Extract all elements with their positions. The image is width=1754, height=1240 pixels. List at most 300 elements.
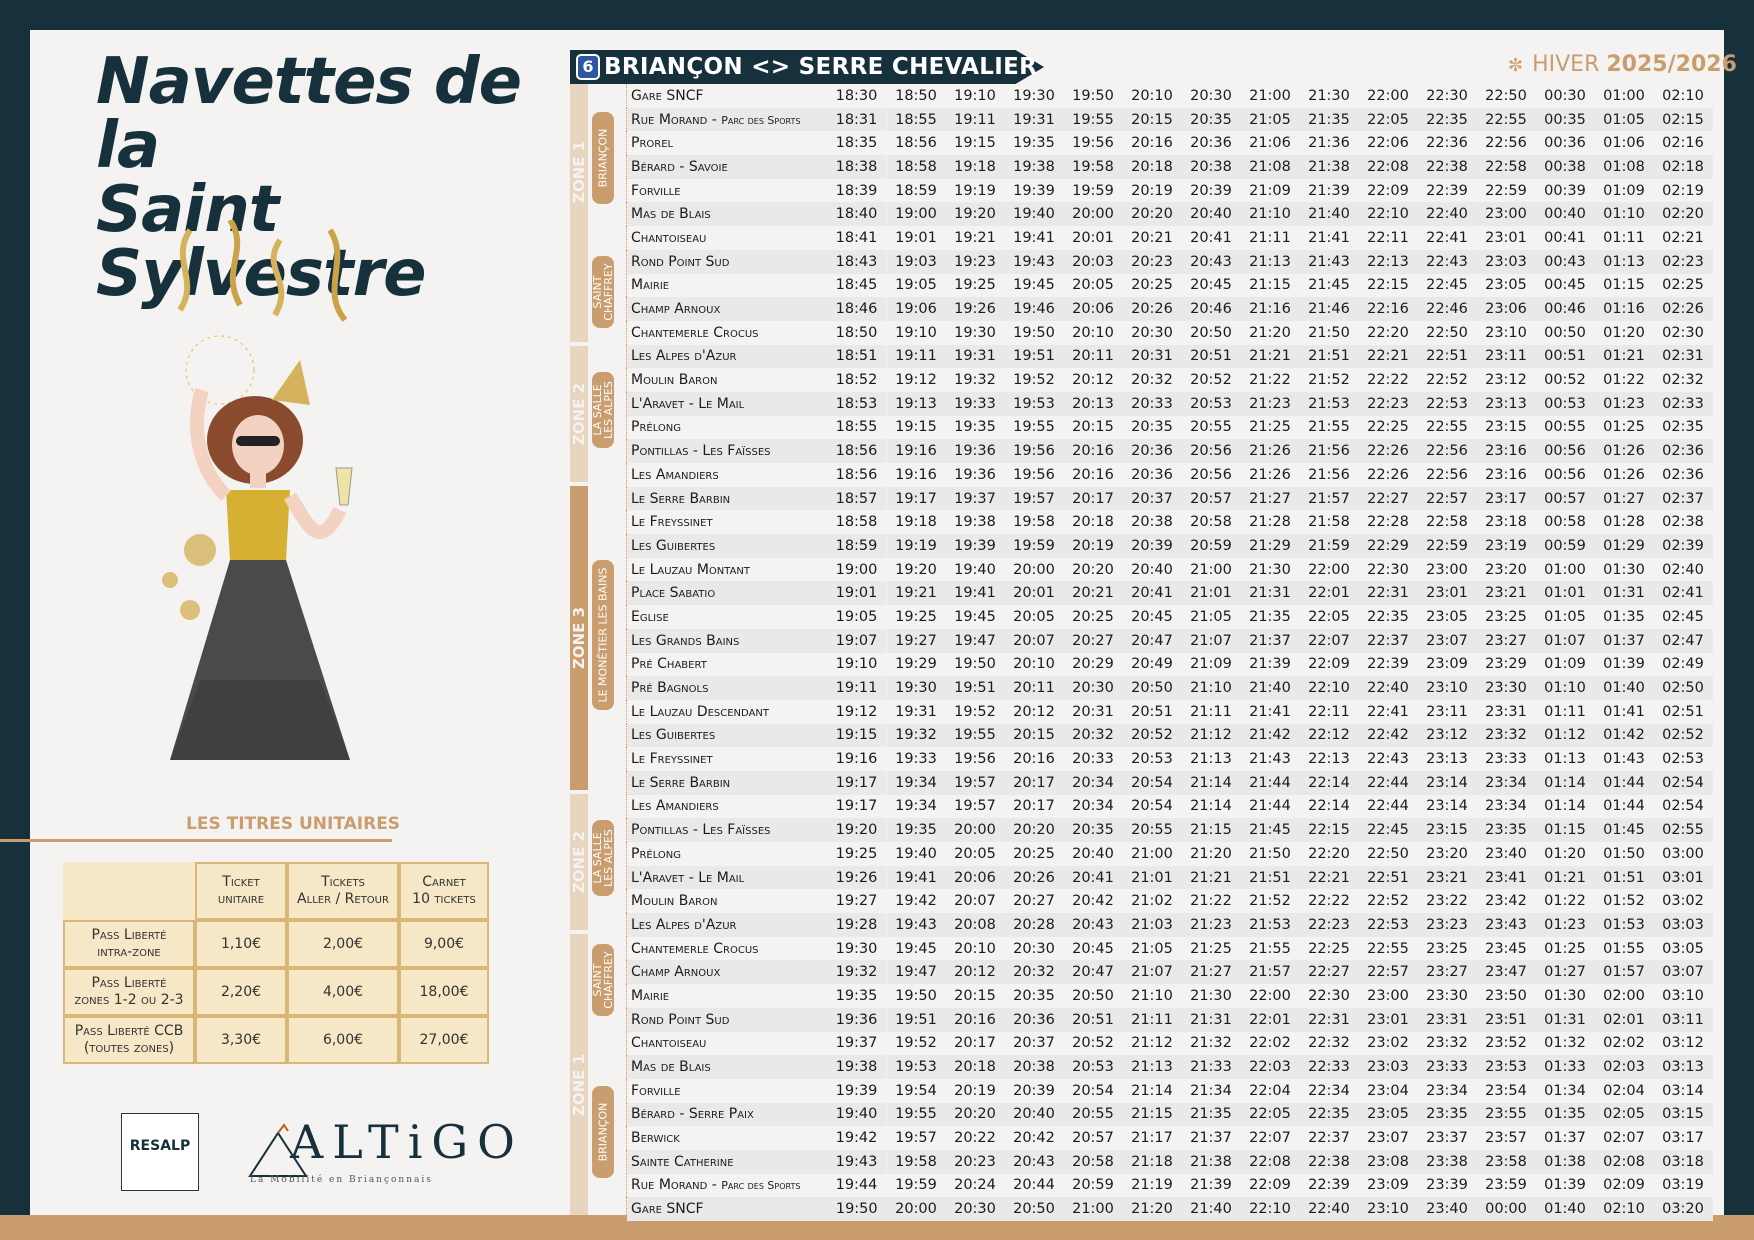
departure-time: 22:30: [1367, 561, 1409, 578]
departure-time: 22:32: [1308, 1035, 1350, 1052]
departure-time: 03:02: [1662, 893, 1704, 910]
departure-time: 22:40: [1359, 676, 1418, 700]
stop-name: Moulin Baron: [627, 368, 828, 392]
departure-time: 19:51: [946, 676, 1005, 700]
departure-time: 20:36: [1131, 466, 1173, 483]
departure-time: 23:21: [1418, 866, 1477, 890]
stop-name: Le Lauzau Descendant: [627, 700, 828, 724]
departure-time: 20:50: [1190, 324, 1232, 341]
timetable-row: [627, 795, 1713, 819]
departure-time: 21:00: [1190, 561, 1232, 578]
departure-time: 23:42: [1485, 893, 1527, 910]
timetable-row: [627, 510, 1713, 534]
departure-time: 03:13: [1654, 1055, 1713, 1079]
departure-time: 21:37: [1241, 629, 1300, 653]
departure-time: 00:40: [1536, 202, 1595, 226]
departure-time: 22:29: [1359, 534, 1418, 558]
departure-time: 21:20: [1190, 845, 1232, 862]
departure-time: 23:14: [1426, 798, 1468, 815]
departure-time: 20:32: [1064, 724, 1123, 748]
departure-time: 00:50: [1544, 324, 1586, 341]
departure-time: 02:54: [1662, 798, 1704, 815]
altigo-tagline: La Mobilité en Briançonnais: [250, 1175, 433, 1185]
departure-time: 19:58: [1013, 514, 1055, 531]
departure-time: 20:54: [1123, 771, 1182, 795]
departure-time: 18:57: [827, 487, 887, 511]
departure-time: 21:52: [1249, 893, 1291, 910]
departure-time: 20:51: [1064, 1008, 1123, 1032]
departure-time: 20:06: [1064, 297, 1123, 321]
departure-time: 19:57: [895, 1130, 937, 1147]
departure-time: 22:21: [1359, 345, 1418, 369]
departure-time: 20:41: [1190, 229, 1232, 246]
departure-time: 20:53: [1064, 1055, 1123, 1079]
departure-time: 21:15: [1182, 818, 1241, 842]
departure-time: 20:52: [1123, 724, 1182, 748]
departure-time: 21:13: [1190, 751, 1232, 768]
timetable-row: [627, 984, 1713, 1008]
departure-time: 20:39: [1123, 534, 1182, 558]
fare-value: 4,00€: [287, 968, 399, 1016]
departure-time: 19:42: [895, 893, 937, 910]
departure-time: 01:28: [1603, 514, 1645, 531]
departure-time: 23:58: [1477, 1150, 1536, 1174]
departure-time: 22:43: [1418, 250, 1477, 274]
departure-time: 18:55: [835, 419, 878, 436]
departure-time: 21:10: [1182, 676, 1241, 700]
departure-time: 21:10: [1131, 987, 1173, 1004]
departure-time: 22:09: [1308, 656, 1350, 673]
departure-time: 20:50: [1005, 1197, 1064, 1221]
timetable-row: [627, 605, 1713, 629]
title-line-1: Navettes de la: [96, 45, 522, 183]
departure-time: 21:30: [1308, 87, 1350, 104]
stop-name: Pré Bagnols: [627, 676, 828, 700]
departure-time: 02:20: [1654, 202, 1713, 226]
departure-time: 19:50: [954, 656, 996, 673]
stop-name: Les Guibertes: [627, 534, 828, 558]
departure-time: 02:07: [1603, 1130, 1645, 1147]
departure-time: 02:55: [1654, 818, 1713, 842]
timetable-row: [627, 1103, 1713, 1127]
departure-time: 01:21: [1595, 345, 1654, 369]
departure-time: 23:19: [1477, 534, 1536, 558]
departure-time: 01:11: [1544, 703, 1586, 720]
departure-time: 01:44: [1595, 771, 1654, 795]
departure-time: 23:32: [1426, 1035, 1468, 1052]
altigo-logo: [248, 1113, 524, 1193]
departure-time: 19:35: [887, 818, 946, 842]
departure-time: 20:40: [1072, 845, 1114, 862]
departure-time: 19:50: [895, 987, 937, 1004]
departure-time: 19:19: [887, 534, 946, 558]
departure-time: 19:31: [895, 703, 937, 720]
departure-time: 19:17: [835, 798, 878, 815]
departure-time: 02:16: [1662, 135, 1704, 152]
departure-time: 01:08: [1595, 155, 1654, 179]
departure-time: 23:05: [1426, 608, 1468, 625]
departure-time: 19:26: [827, 866, 887, 890]
fare-value: 27,00€: [399, 1016, 489, 1064]
departure-time: 02:49: [1662, 656, 1704, 673]
departure-time: 19:30: [1013, 87, 1055, 104]
departure-time: 01:05: [1544, 608, 1586, 625]
departure-time: 23:21: [1477, 581, 1536, 605]
departure-time: 20:21: [1131, 229, 1173, 246]
commune-label: SAINT CHAFFREY: [592, 256, 614, 328]
departure-time: 20:25: [1131, 277, 1173, 294]
departure-time: 19:53: [1005, 392, 1064, 416]
departure-time: 00:53: [1536, 392, 1595, 416]
departure-time: 20:43: [1182, 250, 1241, 274]
departure-time: 23:01: [1418, 581, 1477, 605]
departure-time: 22:04: [1249, 1082, 1291, 1099]
departure-time: 23:11: [1477, 345, 1536, 369]
departure-time: 01:37: [1595, 629, 1654, 653]
departure-time: 01:31: [1536, 1008, 1595, 1032]
zone-label: ZONE 1: [570, 1053, 588, 1117]
stop-name: Chantoiseau: [627, 226, 828, 250]
departure-time: 20:07: [954, 893, 996, 910]
departure-time: 20:50: [1072, 987, 1114, 1004]
departure-time: 21:02: [1131, 893, 1173, 910]
timetable-row: [627, 581, 1713, 605]
departure-time: 01:30: [1603, 561, 1645, 578]
departure-time: 20:10: [1131, 87, 1173, 104]
fares-row: [63, 968, 489, 1016]
timetable-row: [627, 747, 1713, 771]
departure-time: 21:00: [1249, 87, 1291, 104]
departure-time: 20:03: [1064, 250, 1123, 274]
departure-time: 19:55: [887, 1103, 946, 1127]
departure-time: 01:39: [1603, 656, 1645, 673]
commune-label: LA SALLE LES ALPES: [592, 820, 614, 896]
departure-time: 21:08: [1241, 155, 1300, 179]
departure-time: 20:16: [1064, 439, 1123, 463]
fares-col-header: Carnet 10 tickets: [399, 862, 489, 920]
commune-label: BRIANÇON: [592, 112, 614, 204]
departure-time: 02:18: [1654, 155, 1713, 179]
departure-time: 03:12: [1662, 1035, 1704, 1052]
departure-time: 23:50: [1485, 987, 1527, 1004]
departure-time: 23:10: [1359, 1197, 1418, 1221]
departure-time: 20:53: [1131, 751, 1173, 768]
departure-time: 23:23: [1418, 913, 1477, 937]
departure-time: 19:46: [1005, 297, 1064, 321]
departure-time: 18:30: [835, 87, 878, 104]
departure-time: 22:14: [1308, 798, 1350, 815]
departure-time: 20:21: [1064, 581, 1123, 605]
departure-time: 00:35: [1536, 108, 1595, 132]
departure-time: 22:25: [1308, 940, 1350, 957]
departure-time: 02:37: [1654, 487, 1713, 511]
departure-time: 22:46: [1418, 297, 1477, 321]
departure-time: 22:37: [1359, 629, 1418, 653]
departure-time: 20:15: [1072, 419, 1114, 436]
departure-time: 20:47: [1064, 960, 1123, 984]
departure-time: 21:55: [1308, 419, 1350, 436]
timetable-row: [627, 274, 1713, 298]
departure-time: 22:40: [1300, 1197, 1359, 1221]
departure-time: 22:27: [1300, 960, 1359, 984]
departure-time: 01:09: [1544, 656, 1586, 673]
departure-time: 02:31: [1654, 345, 1713, 369]
timetable-row: [627, 724, 1713, 748]
stop-name: Mas de Blais: [627, 1055, 828, 1079]
departure-time: 23:59: [1485, 1177, 1527, 1194]
departure-time: 01:35: [1603, 608, 1645, 625]
departure-time: 20:59: [1072, 1177, 1114, 1194]
departure-time: 03:18: [1654, 1150, 1713, 1174]
departure-time: 21:05: [1190, 608, 1232, 625]
departure-time: 18:41: [835, 229, 878, 246]
departure-time: 18:52: [835, 372, 878, 389]
departure-time: 23:18: [1485, 514, 1527, 531]
departure-time: 20:00: [887, 1197, 946, 1221]
departure-time: 19:53: [887, 1055, 946, 1079]
departure-time: 19:36: [827, 1008, 887, 1032]
departure-time: 23:15: [1485, 419, 1527, 436]
departure-time: 19:16: [895, 466, 937, 483]
departure-time: 21:31: [1241, 581, 1300, 605]
departure-time: 22:20: [1367, 324, 1409, 341]
departure-time: 19:35: [1013, 135, 1055, 152]
departure-time: 20:16: [1013, 751, 1055, 768]
timetable-row: [627, 368, 1713, 392]
stop-name: Mairie: [627, 274, 828, 298]
timetable-row: [627, 392, 1713, 416]
departure-time: 20:17: [1005, 771, 1064, 795]
departure-time: 21:41: [1249, 703, 1291, 720]
departure-time: 01:20: [1603, 324, 1645, 341]
departure-time: 02:04: [1603, 1082, 1645, 1099]
departure-time: 18:46: [827, 297, 887, 321]
departure-time: 20:37: [1123, 487, 1182, 511]
fares-divider: [0, 839, 392, 842]
departure-time: 01:30: [1544, 987, 1586, 1004]
departure-time: 01:50: [1603, 845, 1645, 862]
departure-time: 22:25: [1367, 419, 1409, 436]
departure-time: 20:57: [1072, 1130, 1114, 1147]
departure-time: 22:12: [1300, 724, 1359, 748]
commune-label: LA SALLE LES ALPES: [592, 372, 614, 448]
stop-name: Champ Arnoux: [627, 297, 828, 321]
departure-time: 20:00: [1064, 202, 1123, 226]
departure-time: 01:44: [1603, 798, 1645, 815]
departure-time: 23:07: [1367, 1130, 1409, 1147]
departure-time: 01:40: [1536, 1197, 1595, 1221]
fares-table: [63, 862, 489, 1064]
altigo-wordmark: ALTiGO: [290, 1115, 524, 1169]
departure-time: 23:31: [1418, 1008, 1477, 1032]
departure-time: 00:38: [1536, 155, 1595, 179]
departure-time: 20:36: [1190, 135, 1232, 152]
departure-time: 21:19: [1131, 1177, 1173, 1194]
departure-time: 02:19: [1662, 182, 1704, 199]
departure-time: 22:30: [1426, 87, 1468, 104]
departure-time: 02:08: [1595, 1150, 1654, 1174]
departure-time: 19:27: [835, 893, 878, 910]
departure-time: 21:26: [1241, 439, 1300, 463]
title-line-2: Saint Sylvestre: [96, 173, 426, 311]
departure-time: 19:21: [887, 581, 946, 605]
departure-time: 19:19: [954, 182, 996, 199]
stop-name: Bérard - Serre Paix: [627, 1103, 828, 1127]
departure-time: 19:00: [835, 561, 878, 578]
timetable-row: [627, 297, 1713, 321]
departure-time: 20:05: [1072, 277, 1114, 294]
departure-time: 02:26: [1654, 297, 1713, 321]
departure-time: 01:16: [1595, 297, 1654, 321]
departure-time: 19:38: [954, 514, 996, 531]
departure-time: 19:25: [954, 277, 996, 294]
departure-time: 03:05: [1662, 940, 1704, 957]
departure-time: 19:13: [887, 392, 946, 416]
timetable-row: [627, 676, 1713, 700]
departure-time: 01:27: [1536, 960, 1595, 984]
departure-time: 20:11: [1005, 676, 1064, 700]
departure-time: 19:30: [954, 324, 996, 341]
departure-time: 21:35: [1182, 1103, 1241, 1127]
departure-time: 01:14: [1544, 798, 1586, 815]
departure-time: 19:21: [954, 229, 996, 246]
departure-time: 21:23: [1241, 392, 1300, 416]
departure-time: 22:05: [1359, 108, 1418, 132]
departure-time: 19:18: [895, 514, 937, 531]
departure-time: 22:13: [1308, 751, 1350, 768]
fares-col-header: Tickets Aller / Retour: [287, 862, 399, 920]
departure-time: 19:50: [827, 1197, 887, 1221]
fares-heading: LES TITRES UNITAIRES: [186, 814, 401, 834]
departure-time: 22:56: [1418, 439, 1477, 463]
departure-time: 20:12: [946, 960, 1005, 984]
departure-time: 01:12: [1536, 724, 1595, 748]
departure-time: 22:09: [1367, 182, 1409, 199]
departure-time: 22:06: [1367, 135, 1409, 152]
departure-time: 22:39: [1308, 1177, 1350, 1194]
departure-time: 22:52: [1426, 372, 1468, 389]
timetable-row: [627, 534, 1713, 558]
departure-time: 20:41: [1064, 866, 1123, 890]
fares-row-header: Pass Liberté zones 1-2 ou 2-3: [63, 968, 195, 1016]
departure-time: 21:23: [1182, 913, 1241, 937]
departure-time: 01:45: [1595, 818, 1654, 842]
departure-time: 22:00: [1249, 987, 1291, 1004]
departure-time: 23:02: [1367, 1035, 1409, 1052]
departure-time: 19:11: [827, 676, 887, 700]
departure-time: 21:51: [1300, 345, 1359, 369]
departure-time: 23:00: [1426, 561, 1468, 578]
departure-time: 22:00: [1367, 87, 1409, 104]
departure-time: 18:56: [827, 439, 887, 463]
stop-name: Gare SNCF: [627, 1197, 828, 1221]
departure-time: 03:19: [1662, 1177, 1704, 1194]
departure-time: 02:36: [1654, 439, 1713, 463]
departure-time: 23:20: [1485, 561, 1527, 578]
departure-time: 18:58: [887, 155, 946, 179]
departure-time: 18:45: [835, 277, 878, 294]
departure-time: 23:22: [1426, 893, 1468, 910]
departure-time: 23:15: [1418, 818, 1477, 842]
fares-corner: [63, 862, 195, 920]
departure-time: 20:20: [1072, 561, 1114, 578]
departure-time: 20:10: [1013, 656, 1055, 673]
departure-time: 21:07: [1123, 960, 1182, 984]
departure-time: 19:20: [895, 561, 937, 578]
departure-time: 01:20: [1544, 845, 1586, 862]
line-title: BRIANÇON <> SERRE CHEVALIER: [604, 54, 1038, 80]
departure-time: 22:14: [1300, 771, 1359, 795]
stop-name: Rue Morand - Parc des Sports: [627, 108, 828, 132]
departure-time: 02:01: [1595, 1008, 1654, 1032]
departure-time: 23:32: [1477, 724, 1536, 748]
departure-time: 20:55: [1123, 818, 1182, 842]
departure-time: 20:17: [954, 1035, 996, 1052]
departure-time: 22:57: [1359, 960, 1418, 984]
departure-time: 01:15: [1603, 277, 1645, 294]
fares-row-header: Pass Liberté CCB (toutes zones): [63, 1016, 195, 1064]
departure-time: 23:03: [1477, 250, 1536, 274]
departure-time: 21:13: [1123, 1055, 1182, 1079]
departure-time: 20:44: [1013, 1177, 1055, 1194]
fares-row: [63, 1016, 489, 1064]
departure-time: 01:25: [1544, 940, 1586, 957]
departure-time: 01:22: [1603, 372, 1645, 389]
departure-time: 23:04: [1367, 1082, 1409, 1099]
departure-time: 19:27: [887, 629, 946, 653]
departure-time: 23:17: [1477, 487, 1536, 511]
departure-time: 22:51: [1359, 866, 1418, 890]
departure-time: 22:16: [1359, 297, 1418, 321]
timetable-row: [627, 1174, 1713, 1198]
departure-time: 22:39: [1367, 656, 1409, 673]
departure-time: 20:45: [1072, 940, 1114, 957]
departure-time: 21:33: [1182, 1055, 1241, 1079]
departure-time: 21:01: [1182, 581, 1241, 605]
timetable-row: [627, 889, 1713, 913]
departure-time: 21:26: [1249, 466, 1291, 483]
departure-time: 22:31: [1300, 1008, 1359, 1032]
departure-time: 18:53: [827, 392, 887, 416]
departure-time: 02:39: [1654, 534, 1713, 558]
departure-time: 19:59: [1005, 534, 1064, 558]
departure-time: 19:11: [946, 108, 1005, 132]
departure-time: 22:56: [1426, 466, 1468, 483]
departure-time: 19:43: [1005, 250, 1064, 274]
departure-time: 21:39: [1249, 656, 1291, 673]
departure-time: 19:32: [827, 960, 887, 984]
departure-time: 20:18: [1123, 155, 1182, 179]
fares-col-header: Ticket unitaire: [195, 862, 287, 920]
departure-time: 21:00: [1064, 1197, 1123, 1221]
departure-time: 20:07: [1005, 629, 1064, 653]
departure-time: 19:44: [835, 1177, 878, 1194]
departure-time: 19:55: [1064, 108, 1123, 132]
departure-time: 19:41: [1013, 229, 1055, 246]
departure-time: 21:14: [1182, 771, 1241, 795]
departure-time: 22:05: [1241, 1103, 1300, 1127]
stop-name: Sainte Catherine: [627, 1150, 828, 1174]
stop-name: Mairie: [627, 984, 828, 1008]
departure-time: 01:01: [1536, 581, 1595, 605]
stop-name: Chantemerle Crocus: [627, 937, 828, 961]
departure-time: 22:11: [1367, 229, 1409, 246]
departure-time: 19:37: [946, 487, 1005, 511]
departure-time: 19:43: [827, 1150, 887, 1174]
departure-time: 20:56: [1190, 466, 1232, 483]
departure-time: 22:00: [1308, 561, 1350, 578]
departure-time: 23:11: [1426, 703, 1468, 720]
